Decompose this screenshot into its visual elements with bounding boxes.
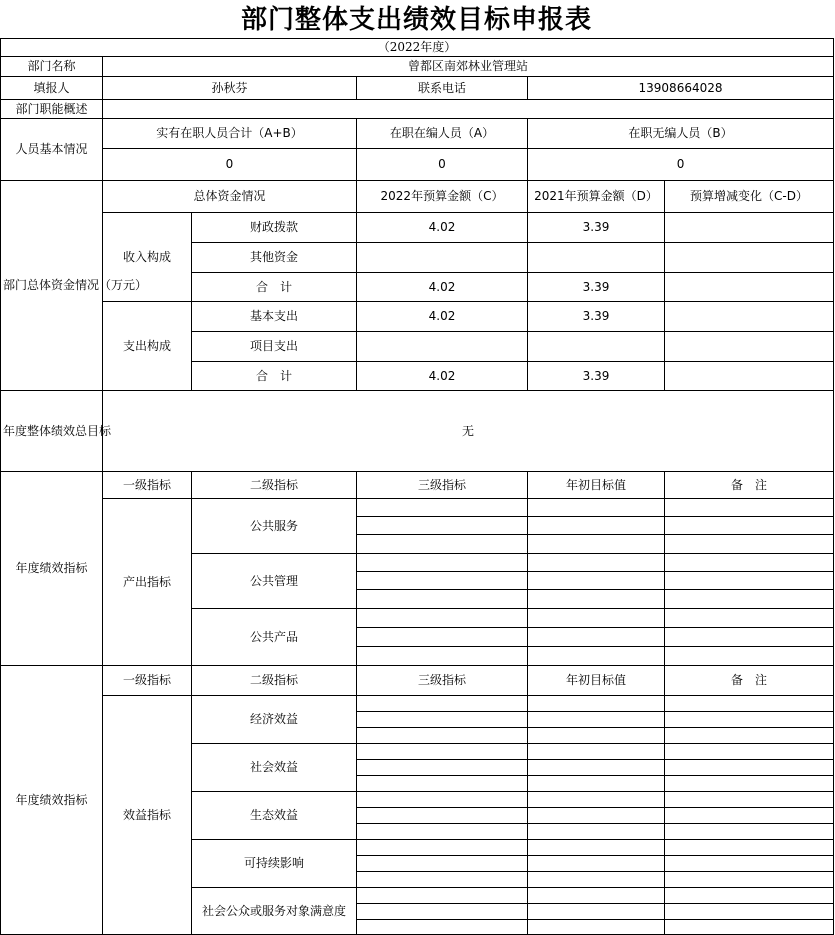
expense-row-c: [357, 332, 528, 362]
benefit-sub-satisfaction: 社会公众或服务对象满意度: [192, 888, 357, 935]
staff-b-value: 0: [528, 149, 834, 181]
indicators-label-2: 年度绩效指标: [1, 666, 103, 935]
income-row-diff: [665, 243, 834, 273]
level3-header: 三级指标: [357, 472, 528, 499]
staff-a-header: 在职在编人员（A）: [357, 119, 528, 149]
goal-value: 无: [103, 391, 834, 472]
level2-header: 二级指标: [192, 472, 357, 499]
staff-total-header: 实有在职人员合计（A+B）: [103, 119, 357, 149]
income-label: 收入构成: [103, 213, 192, 302]
reporter-label: 填报人: [1, 77, 103, 100]
output-sub-public-management: 公共管理: [192, 554, 357, 609]
income-row-diff: [665, 213, 834, 243]
benefit-sub-social: 社会效益: [192, 744, 357, 792]
reporter-value: 孙秋芬: [103, 77, 357, 100]
income-total-c: 4.02: [357, 273, 528, 302]
note-header-2: 备 注: [665, 666, 834, 696]
funds-col-c: 2022年预算金额（C）: [357, 181, 528, 213]
overview-label: 部门职能概述: [1, 100, 103, 119]
page-title: 部门整体支出绩效目标申报表: [240, 5, 592, 35]
staff-b-header: 在职无编人员（B）: [528, 119, 834, 149]
expense-row-d: [528, 332, 665, 362]
dept-name-value: 曾都区南郊林业管理站: [103, 57, 834, 77]
output-sub-public-service: 公共服务: [192, 499, 357, 554]
expense-row-diff: [665, 332, 834, 362]
expense-row-diff: [665, 302, 834, 332]
overview-value: [103, 100, 834, 119]
dept-name-label: 部门名称: [1, 57, 103, 77]
output-sub-public-product: 公共产品: [192, 609, 357, 666]
expense-total-name: 合 计: [192, 362, 357, 391]
funds-label: 部门总体资金情况（万元）: [1, 181, 103, 391]
income-total-d: 3.39: [528, 273, 665, 302]
level1-header: 一级指标: [103, 472, 192, 499]
phone-label: 联系电话: [357, 77, 528, 100]
phone-value: 13908664028: [528, 77, 834, 100]
expense-row-d: 3.39: [528, 302, 665, 332]
income-total-name: 合 计: [192, 273, 357, 302]
staff-total-value: 0: [103, 149, 357, 181]
target-header-2: 年初目标值: [528, 666, 665, 696]
benefit-indicator-label: 效益指标: [103, 696, 192, 935]
expense-label: 支出构成: [103, 302, 192, 391]
income-row-name: 财政拨款: [192, 213, 357, 243]
income-row-c: [357, 243, 528, 273]
staff-a-value: 0: [357, 149, 528, 181]
benefit-sub-economic: 经济效益: [192, 696, 357, 744]
level3-header-2: 三级指标: [357, 666, 528, 696]
benefit-sub-sustainability: 可持续影响: [192, 840, 357, 888]
expense-total-c: 4.02: [357, 362, 528, 391]
expense-total-d: 3.39: [528, 362, 665, 391]
funds-header-label: 总体资金情况: [103, 181, 357, 213]
note-header: 备 注: [665, 472, 834, 499]
income-total-diff: [665, 273, 834, 302]
benefit-sub-ecological: 生态效益: [192, 792, 357, 840]
income-row-c: 4.02: [357, 213, 528, 243]
funds-col-diff: 预算增减变化（C-D）: [665, 181, 834, 213]
income-row-d: 3.39: [528, 213, 665, 243]
report-table: [0, 38, 834, 935]
income-row-d: [528, 243, 665, 273]
level1-header-2: 一级指标: [103, 666, 192, 696]
income-row-name: 其他资金: [192, 243, 357, 273]
goal-label: 年度整体绩效总目标: [1, 391, 103, 472]
funds-col-d: 2021年预算金额（D）: [528, 181, 665, 213]
level2-header-2: 二级指标: [192, 666, 357, 696]
output-indicator-label: 产出指标: [103, 499, 192, 666]
year-label: （2022年度）: [1, 39, 834, 57]
expense-row-name: 项目支出: [192, 332, 357, 362]
expense-row-c: 4.02: [357, 302, 528, 332]
staff-label: 人员基本情况: [1, 119, 103, 181]
expense-row-name: 基本支出: [192, 302, 357, 332]
expense-total-diff: [665, 362, 834, 391]
target-header: 年初目标值: [528, 472, 665, 499]
indicators-label: 年度绩效指标: [1, 472, 103, 666]
